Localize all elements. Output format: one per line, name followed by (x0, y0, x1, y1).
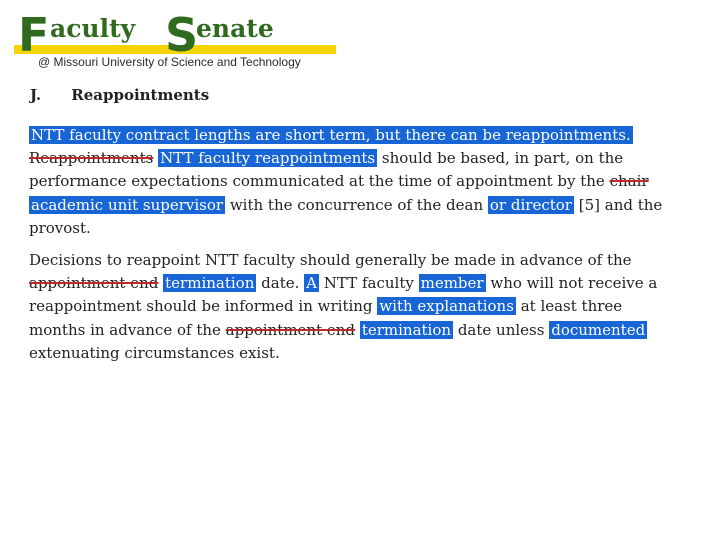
logo-letter-s: S (165, 8, 199, 62)
inserted-text: documented (551, 320, 646, 339)
faculty-senate-logo (12, 10, 342, 76)
body-text: should be based, in part, on the (381, 149, 624, 168)
body-text: reappointment should be informed in writing (29, 297, 373, 316)
section-number: J. (30, 86, 42, 104)
paragraph-line (29, 319, 669, 342)
deleted-text: Reappointments (29, 149, 154, 168)
paragraph-line (29, 342, 669, 365)
inserted-text: with explanations (379, 297, 514, 316)
inserted-text: termination (165, 274, 255, 293)
paragraph-line (29, 217, 669, 240)
logo-tagline: @ Missouri University of Science and Technology (38, 55, 301, 69)
body-text: NTT faculty (323, 274, 414, 293)
body-text: at least three (520, 297, 623, 316)
inserted-text: member (420, 274, 484, 293)
section-title: Reappointments (71, 86, 210, 104)
paragraph-line (29, 124, 669, 147)
body-text: months in advance of the (29, 320, 221, 339)
paragraph-line (29, 194, 669, 217)
deleted-text: appointment end (225, 320, 356, 339)
body-text: who will not receive a (490, 274, 658, 293)
body-text: with the concurrence of the dean (229, 195, 484, 214)
body-text: provost. (29, 218, 91, 237)
inserted-text: termination (361, 320, 452, 339)
body-text: Decisions to reappoint NTT faculty should generally be made in advance of the (29, 251, 632, 269)
logo-word-enate: enate (196, 14, 274, 43)
paragraph-contract-lengths (29, 124, 669, 240)
body-text: date unless (457, 320, 545, 339)
logo-letter-f: F (18, 8, 50, 62)
paragraph-line (29, 170, 669, 193)
body-text: extenuating circumstances exist. (29, 343, 280, 362)
logo-word-aculty: aculty (50, 14, 136, 43)
body-text: performance expectations communicated at the time of appointment by the (29, 172, 605, 191)
paragraph-line (29, 272, 669, 295)
inserted-text: NTT faculty contract lengths are short term, but there can be reappointments. (31, 126, 631, 144)
deleted-text: appointment end (29, 274, 159, 293)
inserted-text: academic unit supervisor (31, 195, 224, 214)
body-text: date. (261, 274, 300, 293)
inserted-text: NTT faculty reappointments (160, 149, 376, 168)
deleted-text: chair (609, 172, 649, 191)
paragraph-line (29, 295, 669, 318)
section-heading (30, 86, 209, 104)
paragraph-line (29, 249, 669, 272)
paragraph-decisions (29, 249, 669, 365)
inserted-text: A (306, 274, 317, 293)
body-text: [5] and the (578, 195, 663, 214)
paragraph-line (29, 147, 669, 170)
inserted-text: or director (489, 195, 572, 214)
